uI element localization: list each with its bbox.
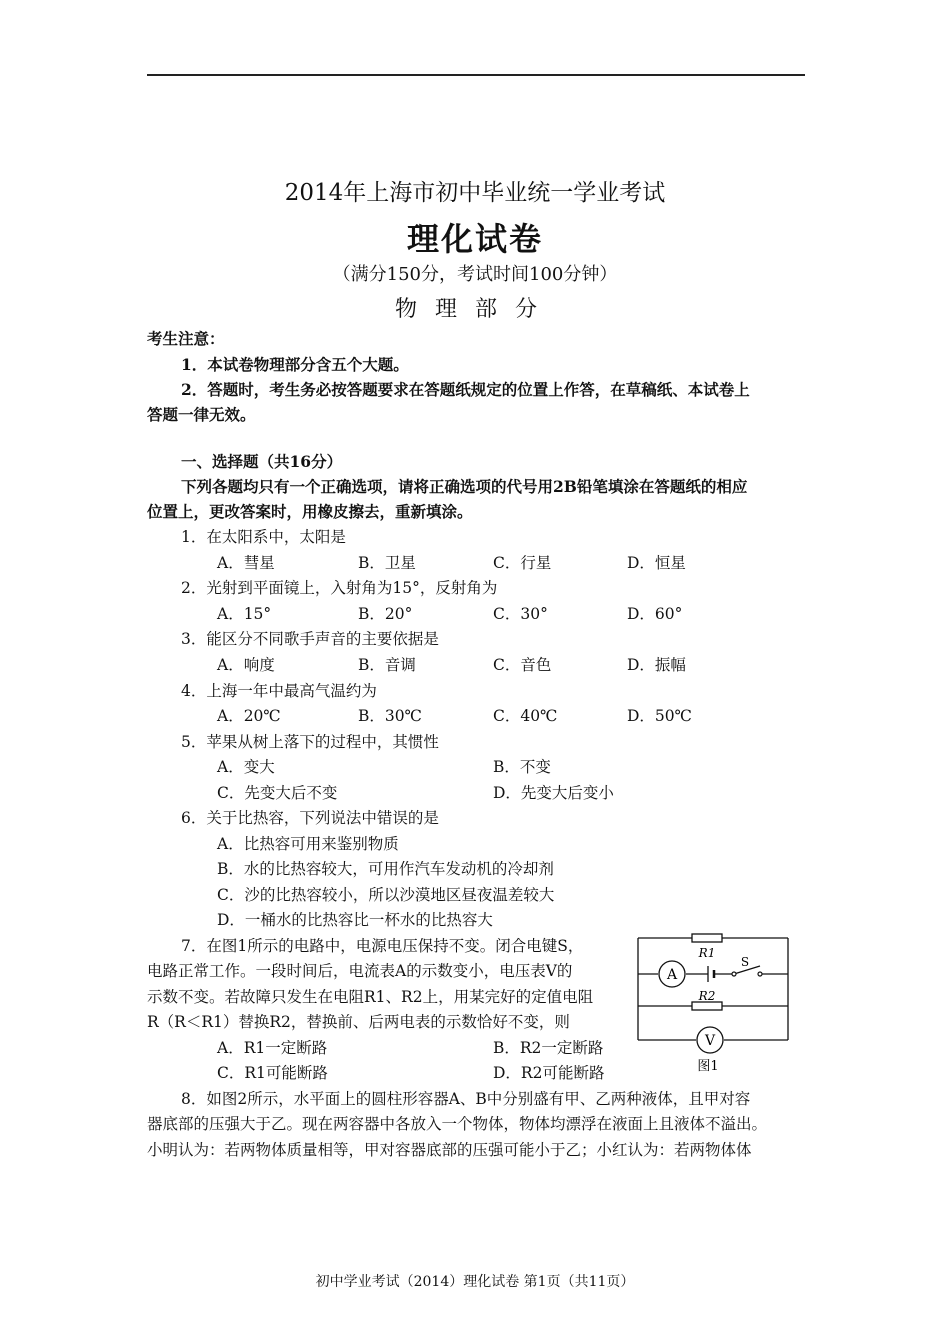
q4-option-d: D．50℃	[627, 707, 692, 725]
ammeter-label: A	[666, 967, 678, 983]
notice-item-2-line1: 2．答题时，考生务必按答题要求在答题纸规定的位置上作答，在草稿纸、本试卷上	[181, 380, 750, 399]
exam-title: 2014年上海市初中毕业统一学业考试	[284, 180, 666, 206]
q3-option-c: C．音色	[493, 656, 552, 674]
q5-option-a: A．变大	[217, 758, 275, 776]
q6-option-d: D．一桶水的比热容比一杯水的比热容大	[217, 911, 493, 929]
q6-option-b: B．水的比热容较大，可用作汽车发动机的冷却剂	[217, 860, 554, 878]
figure1-circuit	[630, 930, 800, 1078]
q3-stem: 3．能区分不同歌手声音的主要依据是	[181, 630, 439, 648]
q5-option-b: B．不变	[493, 758, 551, 776]
ammeter-icon	[659, 961, 685, 987]
q6-option-a: A．比热容可用来鉴别物质	[217, 835, 399, 853]
q1-option-b: B．卫星	[358, 554, 416, 572]
part1-instruction-line1: 下列各题均只有一个正确选项，请将正确选项的代号用2B铅笔填涂在答题纸的相应	[181, 477, 748, 496]
q2-stem: 2．光射到平面镜上，入射角为15°，反射角为	[181, 579, 498, 597]
figure1-caption: 图1	[697, 1059, 719, 1074]
q3-option-b: B．音调	[358, 656, 416, 674]
q7-line2: 电路正常工作。一段时间后，电流表A的示数变小，电压表V的	[147, 962, 573, 980]
q5-stem: 5．苹果从树上落下的过程中，其惯性	[181, 733, 439, 751]
q1-option-d: D．恒星	[627, 554, 686, 572]
r1-label: R1	[698, 946, 716, 960]
q7-option-b: B．R2一定断路	[493, 1039, 604, 1057]
voltmeter-label: V	[704, 1033, 716, 1049]
paper-title: 理化试卷	[406, 220, 543, 258]
part1-instruction-line2: 位置上，更改答案时，用橡皮擦去，重新填涂。	[147, 502, 473, 521]
q3-option-d: D．振幅	[627, 656, 686, 674]
q4-option-b: B．30℃	[358, 707, 422, 725]
q6-stem: 6．关于比热容，下列说法中错误的是	[181, 809, 439, 827]
q7-line4: R（R＜R1）替换R2，替换前、后两电表的示数恰好不变，则	[147, 1013, 570, 1031]
part1-heading: 一、选择题（共16分）	[181, 452, 343, 471]
q8-line1: 8．如图2所示，水平面上的圆柱形容器A、B中分别盛有甲、乙两种液体，且甲对容	[181, 1090, 751, 1108]
resistor-r2-icon	[692, 1002, 722, 1010]
q3-option-a: A．响度	[217, 656, 275, 674]
q7-line1: 7．在图1所示的电路中，电源电压保持不变。闭合电键S，	[181, 937, 584, 955]
notice-heading: 考生注意：	[147, 329, 225, 348]
q1-option-a: A．彗星	[217, 554, 275, 572]
r2-label: R2	[698, 989, 716, 1003]
q8-line2: 器底部的压强大于乙。现在两容器中各放入一个物体，物体均漂浮在液面上且液体不溢出。	[147, 1115, 768, 1133]
q5-option-d: D．先变大后变小	[493, 784, 614, 802]
switch-label: S	[740, 955, 750, 969]
notice-item-2-line2: 答题一律无效。	[147, 405, 256, 424]
page-footer: 初中学业考试（2014）理化试卷 第1页（共11页）	[315, 1274, 635, 1290]
notice-item-1: 1．本试卷物理部分含五个大题。	[181, 355, 409, 374]
top-rule	[147, 74, 805, 76]
q7-option-a: A．R1一定断路	[217, 1039, 328, 1057]
q1-stem: 1．在太阳系中，太阳是	[181, 528, 346, 546]
q4-option-a: A．20℃	[217, 707, 281, 725]
q7-line3: 示数不变。若故障只发生在电阻R1、R2上，用某完好的定值电阻	[147, 988, 594, 1006]
q8-line3: 小明认为：若两物体质量相等，甲对容器底部的压强可能小于乙；小红认为：若两物体体	[147, 1141, 752, 1159]
battery-icon	[708, 966, 714, 982]
q2-option-c: C．30°	[493, 605, 548, 623]
q2-option-a: A．15°	[217, 605, 272, 623]
q6-option-c: C．沙的比热容较小，所以沙漠地区昼夜温差较大	[217, 886, 555, 904]
q7-option-c: C．R1可能断路	[217, 1064, 328, 1082]
q4-option-c: C．40℃	[493, 707, 558, 725]
exam-meta: （满分150分，考试时间100分钟）	[332, 264, 618, 285]
resistor-r1-icon	[692, 934, 722, 942]
q7-option-d: D．R2可能断路	[493, 1064, 605, 1082]
q4-stem: 4．上海一年中最高气温约为	[181, 682, 377, 700]
q2-option-b: B．20°	[358, 605, 413, 623]
q5-option-c: C．先变大后不变	[217, 784, 338, 802]
voltmeter-icon	[697, 1027, 723, 1053]
section-title: 物理部分	[394, 297, 555, 322]
q1-option-c: C．行星	[493, 554, 552, 572]
q2-option-d: D．60°	[627, 605, 683, 623]
